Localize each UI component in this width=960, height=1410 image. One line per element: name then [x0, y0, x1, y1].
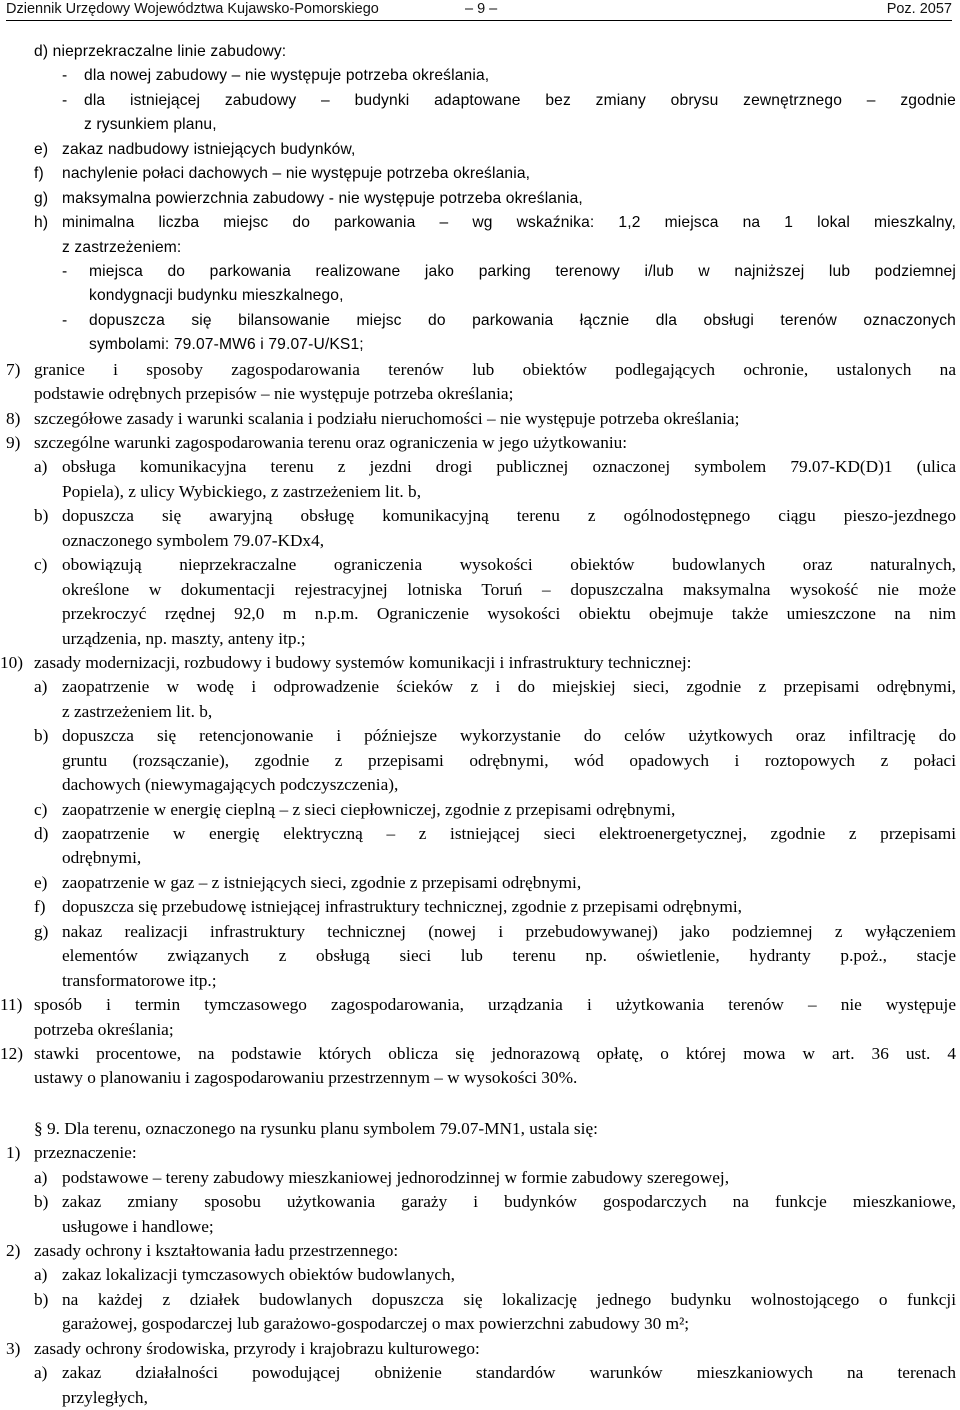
- list-marker: b): [34, 726, 49, 746]
- list-marker: 8): [6, 408, 21, 428]
- list-marker: b): [34, 506, 49, 526]
- text-line: [0, 553, 960, 577]
- line-text: dla nowej zabudowy – nie występuje potrzeba określania,: [84, 67, 490, 85]
- text-line: [0, 920, 960, 944]
- list-marker: 2): [6, 1241, 21, 1260]
- text-line: [0, 1066, 960, 1090]
- list-marker: -: [62, 67, 68, 85]
- line-text: zasady ochrony i kształtowania ładu przestrzennego:: [34, 1241, 399, 1260]
- text-line: [0, 1190, 960, 1214]
- line-text: zakaz nadbudowy istniejących budynków,: [62, 140, 356, 158]
- list-marker: c): [34, 799, 48, 819]
- text-line: [0, 260, 960, 284]
- list-marker: 12): [0, 1043, 24, 1063]
- text-line: [0, 284, 960, 308]
- text-line: [0, 309, 960, 333]
- list-marker: e): [34, 140, 49, 158]
- list-marker: f): [34, 897, 46, 917]
- text-line: [0, 773, 960, 797]
- text-line: [0, 578, 960, 602]
- line-text: symbolami: 79.07-MW6 i 79.07-U/KS1;: [89, 336, 364, 354]
- text-line: [0, 846, 960, 870]
- line-text: § 9. Dla terenu, oznaczonego na rysunku planu symbolem 79.07-MN1, ustala się:: [34, 1118, 598, 1138]
- text-line: [0, 1141, 960, 1165]
- text-line: [0, 627, 960, 651]
- text-line: [0, 798, 960, 822]
- line-text: zaopatrzenie w energię elektryczną – z istniejącej sieci elektroenergetycznej, zgodnie z przepisami: [62, 824, 956, 843]
- text-line: [0, 993, 960, 1017]
- line-text: oznaczonego symbolem 79.07-KDx4,: [62, 530, 325, 550]
- line-text: zaopatrzenie w gaz – z istniejących sieci, zgodnie z przepisami odrębnymi,: [62, 872, 582, 892]
- list-marker: d): [34, 824, 49, 843]
- text-line: [0, 1018, 960, 1042]
- text-line: [0, 138, 960, 162]
- text-line: [0, 113, 960, 137]
- text-line: [0, 822, 960, 846]
- text-line: [0, 529, 960, 553]
- page-number: – 9 –: [465, 1, 498, 17]
- line-text: przekroczyć rzędnej 92,0 m n.p.m. Ograniczenie wysokości obiektu obejmuje także umieszczone na nim: [62, 604, 956, 624]
- line-text: ustawy o planowaniu i zagospodarowaniu przestrzennym – w wysokości 30%.: [34, 1068, 578, 1088]
- line-text: obsługa komunikacyjna terenu z jezdni drogi publicznej oznaczonej symbolem 79.07-KD(D)1 (ulica: [62, 457, 956, 477]
- line-text: odrębnymi,: [62, 848, 142, 868]
- line-text: dachowych (niewymagających podczyszczenia),: [62, 775, 399, 795]
- text-line: [0, 1361, 960, 1385]
- line-text: granice i sposoby zagospodarowania terenów lub obiektów podlegających ochronie, ustalonych na: [34, 359, 956, 379]
- line-text: zaopatrzenie w wodę i odprowadzenie ścieków z i do miejskiej sieci, zgodnie z przepisami odrębnymi,: [62, 677, 956, 697]
- list-marker: f): [34, 165, 44, 183]
- text-line: [0, 504, 960, 528]
- list-marker: 10): [0, 652, 24, 672]
- position-number: Poz. 2057: [886, 1, 952, 17]
- line-text: sposób i termin tymczasowego zagospodarowania, urządzania i użytkowania terenów – nie występuje: [34, 995, 956, 1015]
- line-text: na każdej z działek budowlanych dopuszcza się lokalizację jednego budynku wolnostojącego o funkcji: [62, 1289, 956, 1309]
- text-line: [0, 651, 960, 675]
- text-line: [0, 1288, 960, 1312]
- line-text: garażowej, gospodarczej lub garażowo-gospodarczej o max powierzchni zabudowy 30 m²;: [62, 1314, 690, 1334]
- line-text: podstawowe – tereny zabudowy mieszkaniowej jednorodzinnej w formie zabudowy szeregowej,: [62, 1167, 730, 1187]
- text-line: [0, 1312, 960, 1336]
- list-marker: -: [62, 91, 68, 109]
- text-line: [0, 333, 960, 357]
- text-line: [0, 64, 960, 88]
- line-text: kondygnacji budynku mieszkalnego,: [89, 287, 344, 305]
- journal-title: Dziennik Urzędowy Województwa Kujawsko-Pomorskiego: [6, 1, 379, 17]
- text-line: [0, 1042, 960, 1066]
- line-text: nakaz realizacji infrastruktury technicznej (nowej i przebudowywanej) jako podziemnej z wyłączeniem: [62, 921, 956, 941]
- text-line: [0, 1215, 960, 1239]
- line-text: z zastrzeżeniem:: [62, 238, 182, 256]
- list-marker: c): [34, 555, 48, 575]
- line-text: d) nieprzekraczalne linie zabudowy:: [34, 43, 287, 60]
- line-text: dopuszcza się przebudowę istniejącej infrastruktury technicznej, zgodnie z przepisami odrębnymi,: [62, 897, 742, 917]
- line-text: elementów związanych z obsługą sieci lub terenu np. oświetlenie, hydranty p.poż., stacje: [62, 946, 956, 966]
- text-line: [0, 455, 960, 479]
- line-text: szczególne warunki zagospodarowania terenu oraz ograniczenia w jego użytkowaniu:: [34, 433, 628, 452]
- list-marker: 11): [0, 995, 23, 1015]
- text-line: [0, 1386, 960, 1410]
- list-marker: 9): [6, 433, 21, 452]
- line-text: minimalna liczba miejsc do parkowania – wg wskaźnika: 1,2 miejsca na 1 lokal mieszkalny,: [62, 214, 956, 232]
- text-line: [0, 871, 960, 895]
- text-line: [0, 236, 960, 260]
- line-text: z zastrzeżeniem lit. b,: [62, 701, 213, 721]
- text-line: [0, 431, 960, 455]
- text-line: [0, 969, 960, 993]
- line-text: dla istniejącej zabudowy – budynki adaptowane bez zmiany obrysu zewnętrznego – zgodnie: [84, 91, 956, 109]
- line-text: zakaz lokalizacji tymczasowych obiektów budowlanych,: [62, 1265, 456, 1285]
- line-text: dopuszcza się bilansowanie miejsc do parkowania łącznie dla obsługi terenów oznaczonych: [89, 311, 956, 329]
- line-text: z rysunkiem planu,: [84, 116, 217, 134]
- text-line: [0, 895, 960, 919]
- line-text: maksymalna powierzchnia zabudowy - nie występuje potrzeba określania,: [62, 189, 583, 207]
- text-line: [0, 211, 960, 235]
- line-text: zaopatrzenie w energię cieplną – z sieci ciepłowniczej, zgodnie z przepisami odrębnymi,: [62, 799, 676, 819]
- line-text: Popiela), z ulicy Wybickiego, z zastrzeżeniem lit. b,: [62, 481, 422, 501]
- list-marker: -: [62, 311, 68, 329]
- line-text: stawki procentowe, na podstawie których oblicza się jednorazową opłatę, o której mowa w art. 36 ust. 4: [34, 1043, 956, 1063]
- line-text: przeznaczenie:: [34, 1143, 137, 1163]
- list-marker: a): [34, 457, 48, 477]
- text-line: [0, 187, 960, 211]
- line-text: przyległych,: [62, 1387, 148, 1407]
- list-marker: g): [34, 921, 49, 941]
- text-line: [0, 1166, 960, 1190]
- line-text: obowiązują nieprzekraczalne ograniczenia wysokości obiektów budowlanych oraz naturalnych,: [62, 555, 956, 575]
- line-text: zakaz zmiany sposobu użytkowania garaży i budynków gospodarczych na funkcje mieszkaniowe,: [62, 1192, 956, 1212]
- line-text: zakaz działalności powodującej obniżenie standardów warunków mieszkaniowych na terenach: [62, 1363, 956, 1383]
- text-line: [0, 480, 960, 504]
- line-text: szczegółowe zasady i warunki scalania i podziału nieruchomości – nie występuje potrzeba określania;: [34, 408, 740, 428]
- line-text: zasady modernizacji, rozbudowy i budowy systemów komunikacji i infrastruktury technicznej:: [34, 652, 692, 672]
- text-line: [0, 162, 960, 186]
- line-text: nachylenie połaci dachowych – nie występuje potrzeba określania,: [62, 165, 531, 183]
- line-text: potrzeba określania;: [34, 1019, 174, 1039]
- list-marker: -: [62, 262, 68, 280]
- document-body: [0, 40, 960, 1410]
- line-text: zasady ochrony środowiska, przyrody i krajobrazu kulturowego:: [34, 1338, 480, 1358]
- text-line: [0, 1337, 960, 1361]
- list-marker: a): [34, 677, 48, 697]
- line-text: gruntu (rozsączanie), zgodnie z przepisami odrębnymi, wód opadowych i roztopowych z połaci: [62, 750, 956, 770]
- line-text: podstawie odrębnych przepisów – nie występuje potrzeba określania;: [34, 384, 514, 404]
- line-text: transformatorowe itp.;: [62, 970, 217, 990]
- text-line: [0, 749, 960, 773]
- list-marker: 1): [6, 1143, 21, 1163]
- text-line: [0, 944, 960, 968]
- list-marker: 7): [6, 359, 21, 379]
- text-line: [0, 675, 960, 699]
- line-text: urządzenia, np. maszty, anteny itp.;: [62, 628, 306, 648]
- list-marker: 3): [6, 1338, 21, 1358]
- paragraph-gap: [0, 1091, 960, 1117]
- text-line: [0, 407, 960, 431]
- text-line: [0, 602, 960, 626]
- list-marker: e): [34, 872, 48, 892]
- list-marker: g): [34, 189, 49, 207]
- line-text: określone w dokumentacji rejestracyjnej lotniska Toruń – dopuszczalna maksymalna wysokość nie może: [62, 579, 956, 599]
- text-line: [0, 1117, 960, 1141]
- text-line: [0, 700, 960, 724]
- list-marker: a): [34, 1265, 48, 1285]
- list-marker: a): [34, 1167, 48, 1187]
- list-marker: b): [34, 1192, 49, 1212]
- text-line: [0, 382, 960, 406]
- line-text: dopuszcza się retencjonowanie i późniejsze wykorzystanie do celów użytkowych oraz infiltrację do: [62, 726, 956, 746]
- page-header: [6, 0, 952, 21]
- line-text: miejsca do parkowania realizowane jako parking terenowy i/lub w najniższej lub podziemnej: [89, 262, 956, 280]
- text-line: [0, 358, 960, 382]
- text-line: [0, 1263, 960, 1287]
- text-line: [0, 724, 960, 748]
- list-marker: a): [34, 1363, 48, 1383]
- text-line: [0, 40, 960, 64]
- line-text: usługowe i handlowe;: [62, 1216, 214, 1236]
- list-marker: h): [34, 214, 49, 232]
- line-text: dopuszcza się awaryjną obsługę komunikacyjną terenu z ogólnodostępnego ciągu pieszo-jezdnego: [62, 506, 956, 526]
- text-line: [0, 1239, 960, 1263]
- list-marker: b): [34, 1289, 49, 1309]
- text-line: [0, 89, 960, 113]
